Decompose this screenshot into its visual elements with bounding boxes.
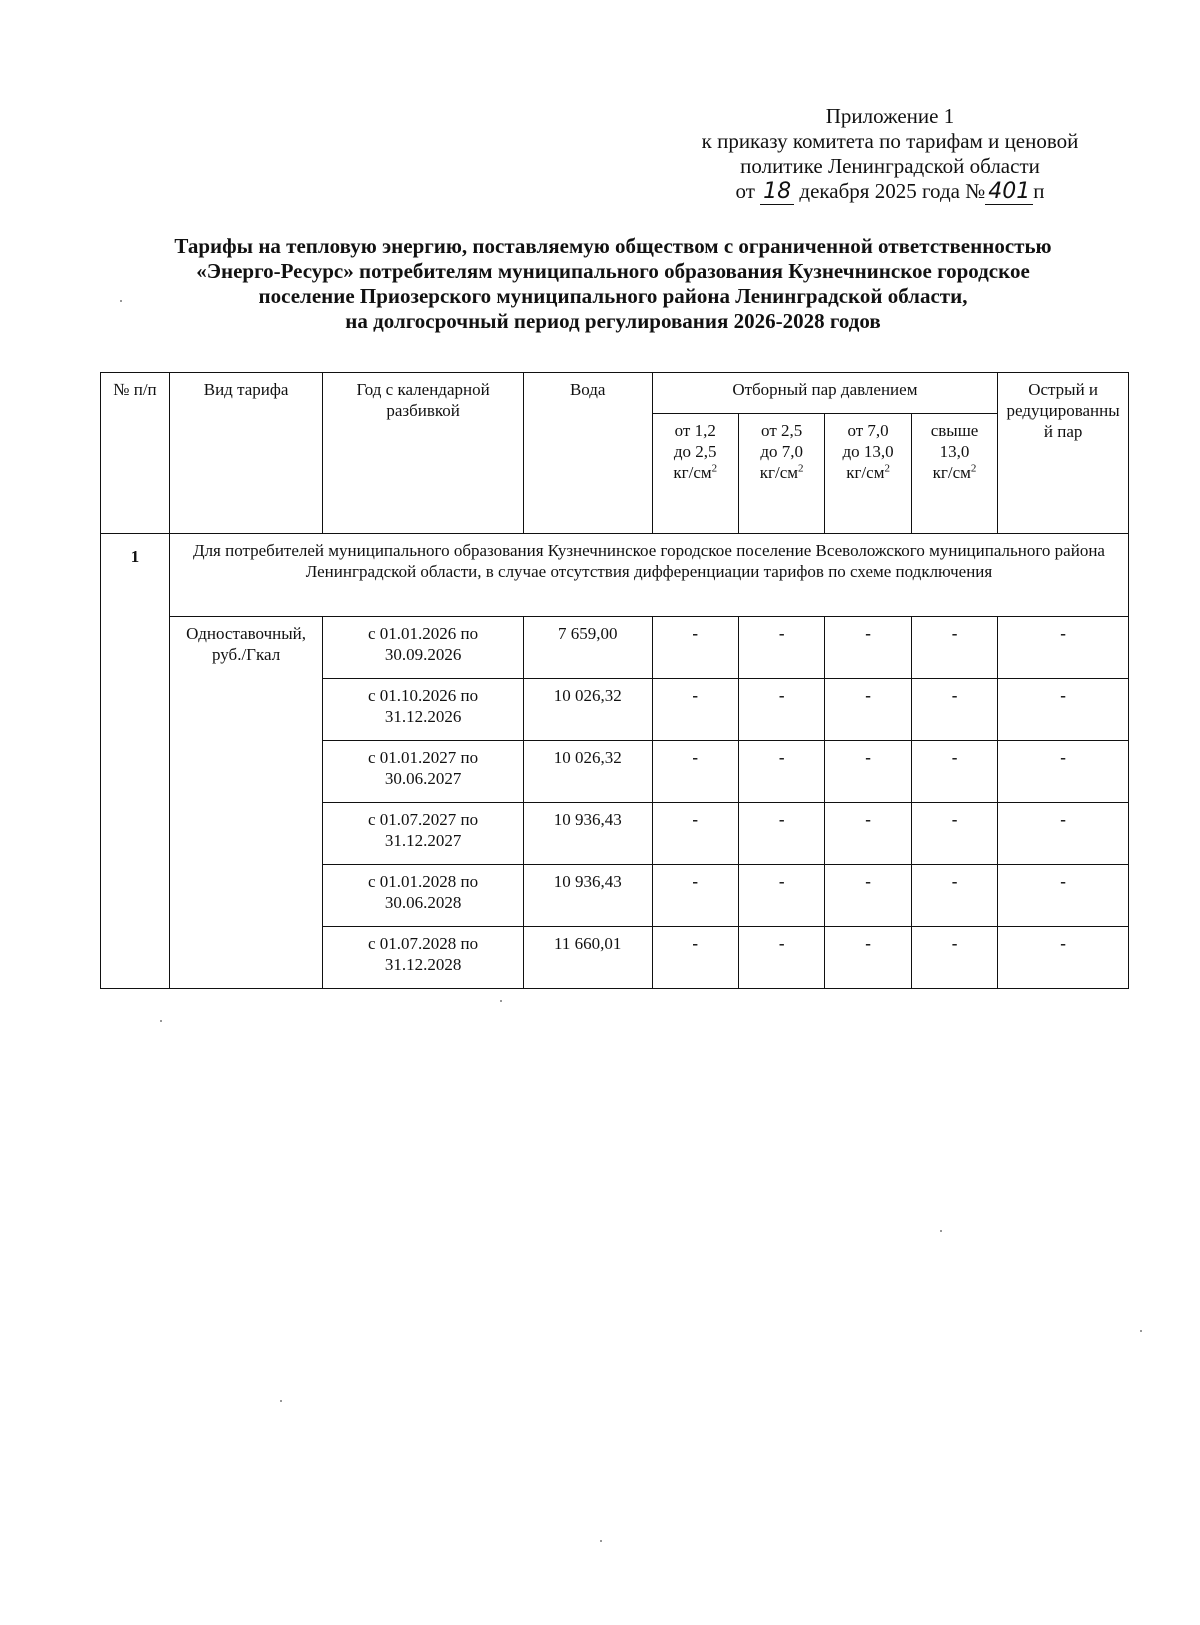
header-pressure-1: от 1,2 до 2,5 $кг/см^2$ <box>652 414 738 534</box>
title-line-2: «Энерго-Ресурс» потребителям муниципального образования Кузнечнинское городское <box>196 259 1030 283</box>
annex-heading <box>660 104 1120 204</box>
pressure-4-value: - <box>911 617 997 679</box>
annex-date-line <box>660 179 1120 204</box>
water-tariff: 7 659,00 <box>523 617 652 679</box>
pressure-3-value: - <box>825 617 911 679</box>
title-line-3: поселение Приозерского муниципального района Ленинградской области, <box>258 284 968 308</box>
table-row <box>101 617 1129 679</box>
period-cell: с 01.01.2027 по 30.06.2027 <box>323 741 524 803</box>
pressure-1-value: - <box>652 865 738 927</box>
scan-speck <box>940 1230 942 1232</box>
annex-committee-line: политике Ленинградской области <box>740 154 1040 178</box>
pressure-2-value: - <box>738 927 824 989</box>
header-steam-group: Отборный пар давлением <box>652 373 998 414</box>
annex-order-line: к приказу комитета по тарифам и ценовой <box>701 129 1079 153</box>
period-cell: с 01.01.2028 по 30.06.2028 <box>323 865 524 927</box>
pressure-1-value: - <box>652 803 738 865</box>
pressure-2-value: - <box>738 617 824 679</box>
scan-speck <box>160 1020 162 1022</box>
date-prefix: от <box>735 179 755 203</box>
handwritten-day: 18 <box>760 179 794 205</box>
sharp-steam-value: - <box>998 927 1129 989</box>
tariff-table <box>100 372 1129 989</box>
number-suffix: п <box>1033 179 1045 203</box>
title-line-4: на долгосрочный период регулирования 2026-2028 годов <box>345 309 881 333</box>
pressure-4-value: - <box>911 741 997 803</box>
pressure-3-value: - <box>825 741 911 803</box>
pressure-3-value: - <box>825 927 911 989</box>
sharp-steam-value: - <box>998 741 1129 803</box>
pressure-2-value: - <box>738 679 824 741</box>
header-row-1 <box>101 373 1129 414</box>
sharp-steam-value: - <box>998 679 1129 741</box>
header-tariff-type: Вид тарифа <box>169 373 322 534</box>
pressure-3-value: - <box>825 803 911 865</box>
date-middle: декабря 2025 года № <box>799 179 986 203</box>
group-description-row <box>101 534 1129 617</box>
period-cell: с 01.07.2027 по 31.12.2027 <box>323 803 524 865</box>
pressure-2-value: - <box>738 803 824 865</box>
water-tariff: 10 026,32 <box>523 679 652 741</box>
pressure-1-value: - <box>652 679 738 741</box>
scan-speck <box>120 300 122 302</box>
pressure-2-value: - <box>738 865 824 927</box>
scan-speck <box>600 1540 602 1542</box>
header-year: Год с календарной разбивкой <box>323 373 524 534</box>
annex-title: Приложение 1 <box>825 104 955 128</box>
pressure-4-value: - <box>911 927 997 989</box>
pressure-4-value: - <box>911 803 997 865</box>
header-pressure-3: от 7,0 до 13,0 $кг/см^2$ <box>825 414 911 534</box>
pressure-2-value: - <box>738 741 824 803</box>
scan-speck <box>280 1400 282 1402</box>
period-cell: с 01.07.2028 по 31.12.2028 <box>323 927 524 989</box>
tariff-type-cell: Одноставочный, руб./Гкал <box>169 617 322 989</box>
title-line-1: Тарифы на тепловую энергию, поставляемую обществом с ограниченной ответственностью <box>174 234 1052 258</box>
group-number: 1 <box>101 534 170 989</box>
pressure-4-value: - <box>911 865 997 927</box>
pressure-3-value: - <box>825 679 911 741</box>
period-cell: с 01.01.2026 по 30.09.2026 <box>323 617 524 679</box>
pressure-1-value: - <box>652 927 738 989</box>
group-description: Для потребителей муниципального образования Кузнечнинское городское поселение Всеволожского муниципального района Ленинградской области, в случае отсутствия дифференциации тарифов по схеме подключения <box>169 534 1128 617</box>
pressure-4-value: - <box>911 679 997 741</box>
sharp-steam-value: - <box>998 617 1129 679</box>
period-cell: с 01.10.2026 по 31.12.2026 <box>323 679 524 741</box>
water-tariff: 11 660,01 <box>523 927 652 989</box>
water-tariff: 10 936,43 <box>523 865 652 927</box>
header-water: Вода <box>523 373 652 534</box>
document-title <box>98 234 1128 334</box>
water-tariff: 10 026,32 <box>523 741 652 803</box>
scan-speck <box>500 1000 502 1002</box>
sharp-steam-value: - <box>998 803 1129 865</box>
pressure-3-value: - <box>825 865 911 927</box>
handwritten-number: 401 <box>985 179 1033 205</box>
scan-speck <box>1140 1330 1142 1332</box>
header-num: № п/п <box>101 373 170 534</box>
pressure-1-value: - <box>652 617 738 679</box>
header-pressure-4: свыше 13,0 $кг/см^2$ <box>911 414 997 534</box>
water-tariff: 10 936,43 <box>523 803 652 865</box>
pressure-1-value: - <box>652 741 738 803</box>
sharp-steam-value: - <box>998 865 1129 927</box>
header-pressure-2: от 2,5 до 7,0 $кг/см^2$ <box>738 414 824 534</box>
header-sharp-steam: Острый и редуцированный пар <box>998 373 1129 534</box>
